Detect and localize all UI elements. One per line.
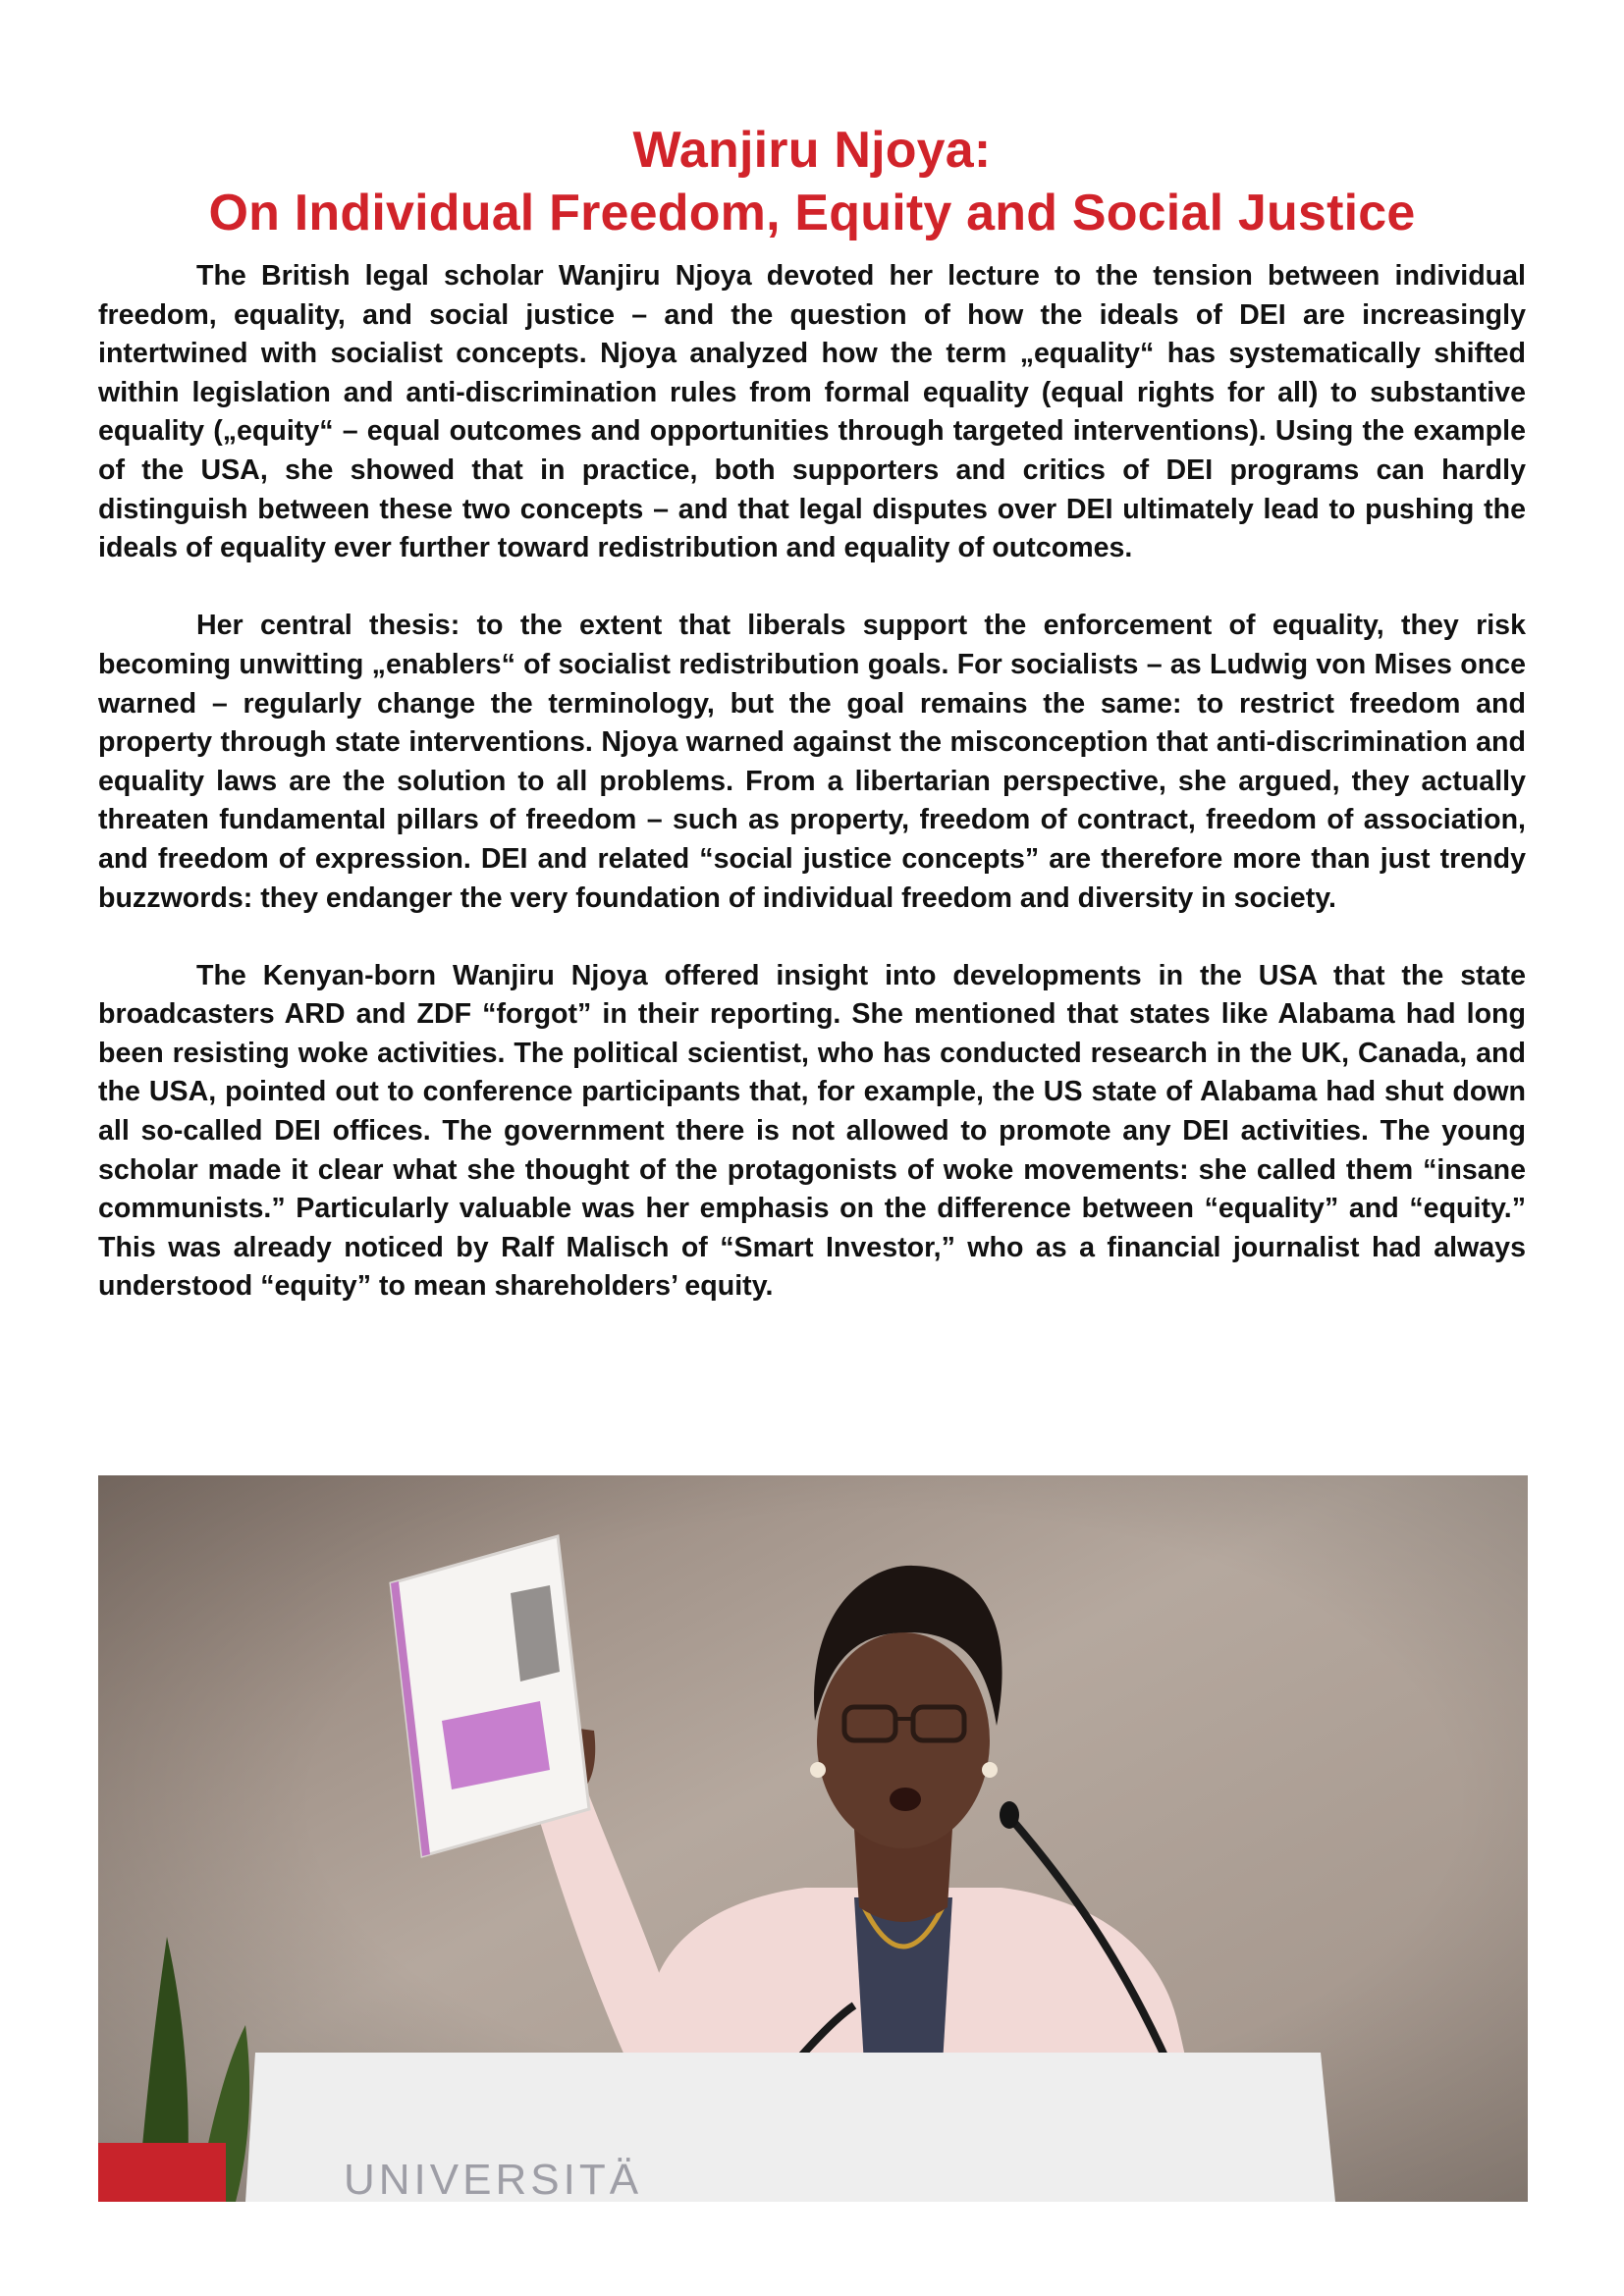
podium-text: UNIVERSITÄ xyxy=(344,2156,643,2202)
speaker-photo xyxy=(98,1475,1528,2202)
podium-red-logo xyxy=(98,2143,226,2202)
title-line-2: On Individual Freedom, Equity and Social Justice xyxy=(208,184,1416,241)
article-title xyxy=(98,119,1526,244)
speaker-face xyxy=(817,1632,990,1848)
title-line-1: Wanjiru Njoya: xyxy=(632,121,992,179)
held-booklet xyxy=(391,1536,589,1856)
speaker-photo-illustration xyxy=(98,1475,1528,2202)
paragraph-1: The British legal scholar Wanjiru Njoya devoted her lecture to the tension between individual freedom, equality, and social justice – and the question of how the ideals of DEI are increasingly intertwined with socialist concepts. Njoya analyzed how the term „equality“ has systematically shifted within legislation and anti-discrimination rules from formal equality (equal rights for all) to substantive equality („equity“ – equal outcomes and opportunities through targeted interventions). Using the example of the USA, she showed that in practice, both supporters and critics of DEI programs can hardly distinguish between these two concepts – and that legal disputes over DEI ultimately lead to pushing the ideals of equality ever further toward redistribution and equality of outcomes. xyxy=(98,260,1526,564)
speaker-blouse xyxy=(854,1897,952,2064)
paragraph-2: Her central thesis: to the extent that liberals support the enforcement of equality, they risk becoming unwitting „enablers“ of socialist redistribution goals. For socialists – as Ludwig von Mises once warned – regularly change the terminology, but the goal remains the same: to restrict freedom and property through state interventions. Njoya warned against the misconception that anti-discrimination and equality laws are the solution to all problems. From a libertarian perspective, she argued, they actually threaten fundamental pillars of freedom – such as property, freedom of contract, freedom of association, and freedom of expression. DEI and related “social justice concepts” are therefore more than just trendy buzzwords: they endanger the very foundation of individual freedom and diversity in society. xyxy=(98,610,1526,914)
article-body xyxy=(98,257,1526,1346)
paragraph-3: The Kenyan-born Wanjiru Njoya offered insight into developments in the USA that the state broadcasters ARD and ZDF “forgot” in their reporting. She mentioned that states like Alabama had long been resisting woke activities. The political scientist, who has conducted research in the UK, Canada, and the USA, pointed out to conference participants that, for example, the US state of Alabama had shut down all so-called DEI offices. The government there is not allowed to promote any DEI activities. The young scholar made it clear what she thought of the protagonists of woke movements: she called them “insane communists.” Particularly valuable was her emphasis on the difference between “equality” and “equity.” This was already noticed by Ralf Malisch of “Smart Investor,” who as a financial journalist had always understood “equity” to mean shareholders’ equity. xyxy=(98,959,1526,1303)
